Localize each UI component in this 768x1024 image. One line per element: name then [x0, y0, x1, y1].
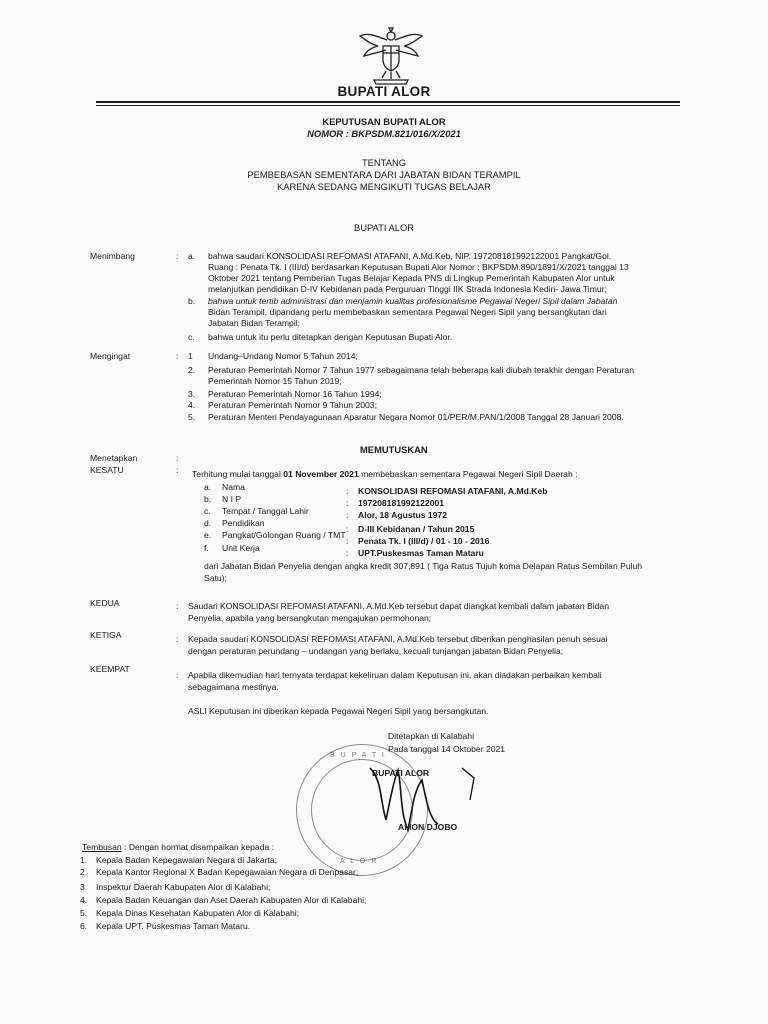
- decree-heading: KEPUTUSAN BUPATI ALOR: [322, 116, 446, 127]
- kesatu-field-marker: f.: [204, 543, 209, 553]
- stamp-text-top: B U P A T I: [330, 752, 386, 759]
- garuda-emblem-icon: [356, 26, 426, 88]
- keempat-label: KEEMPAT: [90, 664, 130, 674]
- kesatu-field-colon: :: [346, 524, 349, 534]
- keempat-colon: :: [176, 670, 179, 680]
- kesatu-field-label: Pangkat/Golongan Ruang / TMT: [222, 530, 346, 540]
- tembusan-item-number: 4.: [80, 895, 88, 905]
- signature-title: BUPATI ALOR: [372, 768, 430, 778]
- kesatu-field-value: Alor, 18 Agustus 1972: [358, 510, 447, 520]
- ketiga-line2: dengan peraturan perundang – undangan yang berlaku, kecuali tunjangan jabatan Bidan Penyelia;: [188, 646, 564, 656]
- menimbang-c-line1: bahwa untuk itu perlu ditetapkan dengan Keputusan Bupati Alor.: [208, 332, 453, 342]
- kesatu-field-colon: :: [346, 486, 349, 496]
- tembusan-item: Kepala Badan Kepegawaian Negara di Jakarta;: [96, 855, 278, 865]
- stamp-text-bottom: A L O R: [340, 858, 379, 865]
- kesatu-intro: [192, 469, 578, 480]
- tembusan-item: Kepala Dinas Kesehatan Kabupaten Alor di Kalabahi;: [96, 908, 300, 918]
- kesatu-field-value: UPT.Puskesmas Taman Mataru: [358, 548, 484, 558]
- tembusan-item: Kepala Kantor Regional X Badan Kepegawaian Negara di Denpasar;: [96, 867, 359, 877]
- menimbang-a-marker: a.: [188, 251, 196, 261]
- tembusan-intro: : Dengan hormat disampaikan kepada :: [121, 842, 275, 852]
- mengingat-item4: Peraturan Pemerintah Nomor 9 Tahun 2003;: [208, 400, 377, 410]
- tembusan-item-number: 1.: [80, 855, 88, 865]
- menimbang-a-line1: bahwa saudari KONSOLIDASI REFOMASI ATAFANI, A.Md.Keb, NIP. 197208181992122001 Pangkat/Gol.: [208, 251, 612, 261]
- tembusan-item-number: 2.: [80, 867, 88, 877]
- mengingat-item4-number: 4.: [188, 400, 196, 410]
- kesatu-field-value: D-III Kebidanan / Tahun 2015: [358, 524, 475, 534]
- menimbang-a-line3: Oktober 2021 tentang Pemberian Tugas Belajar Kepada PNS di Lingkup Pemerintah Kabupaten Alor untuk: [208, 273, 615, 283]
- menimbang-a-line2: Ruang : Penata Tk. I (III/d) berdasarkan Keputusan Bupati Alor Nomor : BKPSDM.890/1891/X/2021 tanggal 13: [208, 262, 629, 272]
- signature-place: Ditetapkan di Kalabahi: [388, 731, 474, 741]
- ketiga-line1: Kepada saudari KONSOLIDASI REFOMASI ATAFANI, A.Md.Keb tersebut diberikan penghasilan penuh sesuai: [188, 634, 608, 644]
- kesatu-field-marker: b.: [204, 494, 212, 504]
- menimbang-b-line1: bahwa untuk tertib administrasi dan menjamin kualitas profesionalisme Pegawai Negeri Sipil dalam Jabatan: [208, 296, 618, 306]
- mengingat-item5: Peraturan Menteri Pendayagunaan Aparatur Negara Nomor 01/PER/M.PAN/1/2008 Tanggal 28 Januari 2008.: [208, 412, 624, 422]
- ketiga-colon: :: [176, 634, 179, 644]
- kesatu-field-value: KONSOLIDASI REFOMASI ATAFANI, A.Md.Keb: [358, 486, 548, 496]
- signature-date: Pada tanggal 14 Oktober 2021: [388, 744, 506, 754]
- tembusan-item-number: 6.: [80, 921, 88, 931]
- mengingat-item1: Undang–Undang Nomor 5 Tahun 2014;: [208, 351, 358, 361]
- mengingat-item5-number: 5.: [188, 412, 196, 422]
- keempat-line1: Apabila dikemudian hari ternyata terdapat kekeliruan dalam Keputusan ini, akan diadakan perbaikan kembali: [188, 670, 602, 680]
- kesatu-field-marker: e.: [204, 530, 212, 540]
- letterhead-title: BUPATI ALOR: [337, 84, 431, 99]
- menetapkan-colon: :: [176, 453, 179, 463]
- letterhead-rule-thick: [96, 101, 680, 103]
- tembusan-heading: [82, 842, 274, 853]
- kesatu-tail-line1: dari Jabatan Bidan Penyelia dengan angka kredit 307,891 ( Tiga Ratus Tujuh koma Delapan Ratus Sembilan Puluh: [204, 561, 643, 571]
- tembusan-item: Kepala UPT. Puskesmas Taman Mataru.: [96, 921, 251, 931]
- mengingat-item2-line1: Peraturan Pemerintah Nomor 7 Tahun 1977 sebagaimana telah beberapa kali diubah terakhir dengan Peraturan: [208, 365, 634, 375]
- kesatu-field-colon: :: [346, 548, 349, 558]
- tembusan-item: Inspektur Daerah Kabupaten Alor di Kalabahi;: [96, 882, 271, 892]
- kesatu-field-colon: :: [346, 536, 349, 546]
- kesatu-field-label: Unit Kerja: [222, 543, 260, 553]
- kesatu-field-label: N I P: [222, 494, 242, 504]
- tembusan-label: Tembusan: [82, 842, 122, 852]
- decree-number: NOMOR : BKPSDM.821/016/X/2021: [307, 128, 461, 139]
- kesatu-field-marker: c.: [204, 506, 211, 516]
- tembusan-item-number: 5.: [80, 908, 88, 918]
- decree-subject-line1: PEMBEBASAN SEMENTARA DARI JABATAN BIDAN TERAMPIL: [247, 169, 521, 180]
- asli-statement: ASLI Keputusan ini diberikan kepada Pegawai Negeri Sipil yang bersangkutan.: [188, 706, 489, 716]
- menimbang-colon: :: [176, 251, 179, 261]
- kesatu-colon: :: [176, 465, 179, 475]
- mengingat-label: Mengingat: [90, 351, 131, 361]
- kedua-line1: Saudari KONSOLIDASI REFOMASI ATAFANI, A.Md.Keb tersebut dapat diangkat kembali dalam jabatan Bidan: [188, 601, 609, 611]
- kedua-line2: Penyelia, apabila yang bersangkutan mengajukan permohonan;: [188, 613, 432, 623]
- kesatu-field-label: Nama: [222, 482, 245, 492]
- memutuskan-heading: MEMUTUSKAN: [360, 444, 428, 455]
- kesatu-label: KESATU: [90, 465, 124, 475]
- kesatu-field-marker: a.: [204, 482, 212, 492]
- mengingat-item3-number: 3.: [188, 389, 196, 399]
- mengingat-item1-number: 1: [188, 351, 193, 361]
- menetapkan-label: Menetapkan: [90, 453, 138, 463]
- kesatu-tail-line2: Satu);: [204, 573, 227, 583]
- kesatu-field-colon: :: [346, 510, 349, 520]
- menimbang-b-line2: Bidan Terampil, dipandang perlu membebaskan sementara Pegawai Negeri Sipil yang bersangkutan dari: [208, 307, 607, 317]
- decree-subject-line2: KARENA SEDANG MENGIKUTI TUGAS BELAJAR: [277, 181, 491, 192]
- kesatu-field-label: Tempat / Tanggal Lahir: [222, 506, 309, 516]
- kesatu-field-marker: d.: [204, 518, 212, 528]
- letterhead-rule-thin: [96, 105, 680, 106]
- mengingat-colon: :: [176, 351, 179, 361]
- signatory-name: AMON DJOBO: [398, 822, 458, 832]
- menimbang-c-marker: c.: [188, 332, 195, 342]
- decree-tentang: TENTANG: [361, 157, 407, 168]
- menimbang-label: Menimbang: [90, 251, 135, 261]
- keempat-line2: sebagaimana mestinya.: [188, 682, 279, 692]
- kesatu-intro-post: membebaskan sementara Pegawai Negeri Sipil Daerah :: [358, 469, 578, 479]
- menimbang-b-line3: Jabatan Bidan Terampil;: [208, 318, 301, 328]
- kesatu-intro-date: 01 November 2021: [283, 469, 359, 479]
- mengingat-item2-line2: Pemerintah Nomor 15 Tahun 2019;: [208, 376, 342, 386]
- kesatu-field-colon: :: [346, 498, 349, 508]
- tembusan-item-number: 3.: [80, 882, 88, 892]
- ketiga-label: KETIGA: [90, 630, 122, 640]
- kesatu-field-value: Penata Tk. I (III/d) / 01 - 10 - 2016: [358, 536, 490, 546]
- decree-issuer: BUPATI ALOR: [353, 222, 415, 233]
- kedua-label: KEDUA: [90, 598, 120, 608]
- tembusan-item: Kepala Badan Keuangan dan Aset Daerah Kabupaten Alor di Kalabahi;: [96, 895, 367, 905]
- menimbang-a-line4: melanjutkan pendidikan D-IV Kebidanan pada Perguruan Tinggi IIK Strada Indonesia Kediri- Jawa Timur;: [208, 284, 607, 294]
- mengingat-item2-number: 2.: [188, 365, 196, 375]
- kedua-colon: :: [176, 601, 179, 611]
- kesatu-intro-pre: Terhitung mulai tanggal: [192, 469, 284, 479]
- menimbang-b-marker: b.: [188, 296, 196, 306]
- kesatu-field-label: Pendidikan: [222, 518, 265, 528]
- kesatu-field-value: 197208181992122001: [358, 498, 445, 508]
- mengingat-item3: Peraturan Pemerintah Nomor 16 Tahun 1994;: [208, 389, 382, 399]
